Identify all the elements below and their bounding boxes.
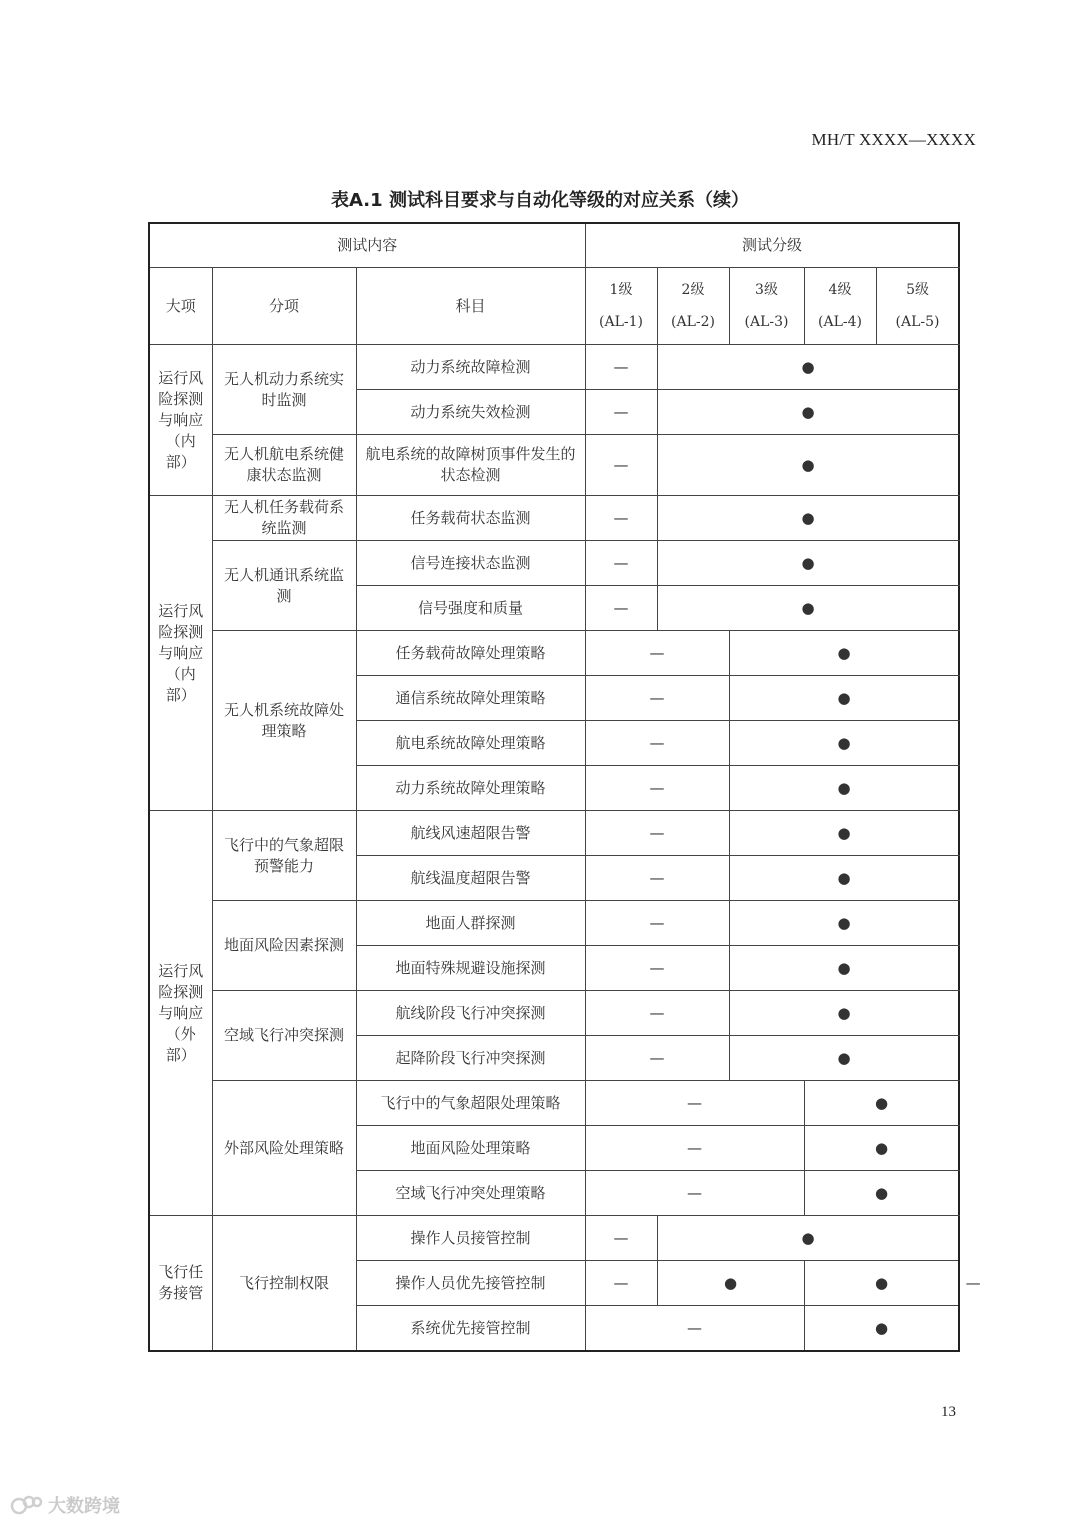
sub-item-cell: 无人机动力系统实时监测 <box>212 345 356 435</box>
major-item-cell: 运行风险探测与响应（内部） <box>149 496 212 811</box>
na-mark: — <box>585 1126 804 1171</box>
required-mark: ● <box>657 1216 959 1261</box>
required-mark: ● <box>804 1081 959 1126</box>
na-mark: — <box>585 1171 804 1216</box>
na-mark: — <box>585 390 657 435</box>
header-level-1: 1级 (AL-1) <box>585 268 657 345</box>
na-mark: — <box>585 345 657 390</box>
required-mark: ● <box>804 1171 959 1216</box>
required-mark: ● <box>804 1126 959 1171</box>
subject-cell: 航线温度超限告警 <box>356 856 585 901</box>
required-mark: ● <box>657 496 959 541</box>
required-mark: ● <box>729 946 959 991</box>
header-level-2: 2级 (AL-2) <box>657 268 729 345</box>
na-mark: — <box>585 811 729 856</box>
subject-cell: 航线阶段飞行冲突探测 <box>356 991 585 1036</box>
required-mark: ● <box>657 1261 804 1306</box>
na-mark: — <box>585 1261 657 1306</box>
sub-item-cell: 外部风险处理策略 <box>212 1081 356 1216</box>
sub-item-cell: 无人机航电系统健康状态监测 <box>212 435 356 496</box>
na-mark: — <box>585 901 729 946</box>
required-mark: ● <box>657 541 959 586</box>
watermark-logo-icon <box>10 1493 44 1517</box>
subject-cell: 地面风险处理策略 <box>356 1126 585 1171</box>
subject-cell: 系统优先接管控制 <box>356 1306 585 1352</box>
header-test-content: 测试内容 <box>149 223 585 268</box>
subject-cell: 信号连接状态监测 <box>356 541 585 586</box>
subject-cell: 动力系统故障检测 <box>356 345 585 390</box>
subject-cell: 航线风速超限告警 <box>356 811 585 856</box>
required-mark: ● <box>657 435 959 496</box>
watermark <box>10 1492 120 1518</box>
watermark-text: 大数跨境 <box>48 1496 120 1517</box>
required-mark: ● <box>729 856 959 901</box>
subject-cell: 动力系统故障处理策略 <box>356 766 585 811</box>
table-title: 表A.1 测试科目要求与自动化等级的对应关系（续） <box>331 190 749 211</box>
header-major-item: 大项 <box>149 268 212 345</box>
sub-item-cell: 无人机任务载荷系统监测 <box>212 496 356 541</box>
required-mark: ● <box>729 676 959 721</box>
na-mark: — <box>585 496 657 541</box>
required-mark: ● <box>729 721 959 766</box>
na-mark: — <box>585 721 729 766</box>
required-mark: ● <box>729 1036 959 1081</box>
na-mark: — <box>585 631 729 676</box>
na-mark: — <box>585 586 657 631</box>
subject-cell: 任务载荷故障处理策略 <box>356 631 585 676</box>
na-mark: — <box>585 676 729 721</box>
page-number: 13 <box>941 1404 956 1420</box>
na-mark: — <box>585 1216 657 1261</box>
required-mark: ● <box>729 766 959 811</box>
major-item-cell: 飞行任务接管 <box>149 1216 212 1352</box>
required-mark: ● <box>804 1261 959 1306</box>
na-mark: — <box>585 541 657 586</box>
major-item-cell: 运行风险探测与响应（外部） <box>149 811 212 1216</box>
required-mark: ● <box>657 345 959 390</box>
required-mark: ● <box>657 586 959 631</box>
na-mark: — <box>585 766 729 811</box>
subject-cell: 操作人员接管控制 <box>356 1216 585 1261</box>
na-mark: — <box>585 1306 804 1352</box>
required-mark: ● <box>729 991 959 1036</box>
subject-cell: 飞行中的气象超限处理策略 <box>356 1081 585 1126</box>
subject-cell: 空域飞行冲突处理策略 <box>356 1171 585 1216</box>
subject-cell: 地面特殊规避设施探测 <box>356 946 585 991</box>
major-item-cell: 运行风险探测与响应（内部） <box>149 345 212 496</box>
na-mark: — <box>585 856 729 901</box>
required-mark: ● <box>804 1306 959 1352</box>
document-code: MH/T XXXX—XXXX <box>811 130 976 149</box>
header-test-grading: 测试分级 <box>585 223 959 268</box>
sub-item-cell: 地面风险因素探测 <box>212 901 356 991</box>
na-mark: — <box>585 1036 729 1081</box>
sub-item-cell: 无人机通讯系统监测 <box>212 541 356 631</box>
header-level-5: 5级 (AL-5) <box>876 268 959 345</box>
na-mark: — <box>585 991 729 1036</box>
na-mark: — <box>585 435 657 496</box>
subject-cell: 地面人群探测 <box>356 901 585 946</box>
subject-cell: 起降阶段飞行冲突探测 <box>356 1036 585 1081</box>
subject-cell: 动力系统失效检测 <box>356 390 585 435</box>
required-mark: ● <box>729 811 959 856</box>
sub-item-cell: 飞行中的气象超限预警能力 <box>212 811 356 901</box>
header-sub-item: 分项 <box>212 268 356 345</box>
na-mark: — <box>585 946 729 991</box>
sub-item-cell: 飞行控制权限 <box>212 1216 356 1352</box>
header-level-4: 4级 (AL-4) <box>804 268 876 345</box>
sub-item-cell: 空域飞行冲突探测 <box>212 991 356 1081</box>
na-mark: — <box>585 1081 804 1126</box>
required-mark: ● <box>729 901 959 946</box>
header-level-3: 3级 (AL-3) <box>729 268 804 345</box>
required-mark: ● <box>657 390 959 435</box>
required-mark: ● <box>729 631 959 676</box>
subject-cell: 信号强度和质量 <box>356 586 585 631</box>
requirements-table: 测试内容 测试分级 大项 分项 科目 1级 (AL-1) 2级 (AL-2) 3级 (AL-3) 4级 (AL-4) 5级 (AL-5) 运行风险探测与响应（内部） 无人机动力系统实时监测 动力系统故障检测 — ● 动力系统失效检测 — ● 无人机航电系统健康状态监测 航电系统的故障树顶事件发生的状态检测 — ● 运行风险探测与响应（内部） 无人机任务载荷系统监测 任务载荷状态监测 — ● 无人机通讯系统监测 信号连接状态监测 — ● 信号强度和质量 — ● 无人机系统故障处理策略 任务载荷故障处理策略 — ● 通信系统故障处理策略 — ● 航电系统故障处理策略 — ● 动力系统故障处理策略 — ● 运行风险探测与响应（外部） 飞行中的气象超限预警能力 航线风速超限告警 — ● 航线温度超限告警 — ● 地面风险因素探测 地面人群探测 — ● 地面特殊规避设施探测 — ● 空域飞行冲突探测 航线阶段飞行冲突探测 — ● 起降阶段飞行冲突探测 — ● 外部风险处理策略 飞行中的气象超限处理策略 — ● 地面风险处理策略 — ● 空域飞行冲突处理策略 — ● 飞行任务接管 飞行控制权限 操作人员接管控制 — ● 操作人员优先接管控制 — ● ● — 系统优先接管控制 — ● <box>148 222 960 1352</box>
subject-cell: 操作人员优先接管控制 <box>356 1261 585 1306</box>
subject-cell: 任务载荷状态监测 <box>356 496 585 541</box>
header-subject: 科目 <box>356 268 585 345</box>
subject-cell: 航电系统故障处理策略 <box>356 721 585 766</box>
subject-cell: 航电系统的故障树顶事件发生的状态检测 <box>356 435 585 496</box>
subject-cell: 通信系统故障处理策略 <box>356 676 585 721</box>
sub-item-cell: 无人机系统故障处理策略 <box>212 631 356 811</box>
